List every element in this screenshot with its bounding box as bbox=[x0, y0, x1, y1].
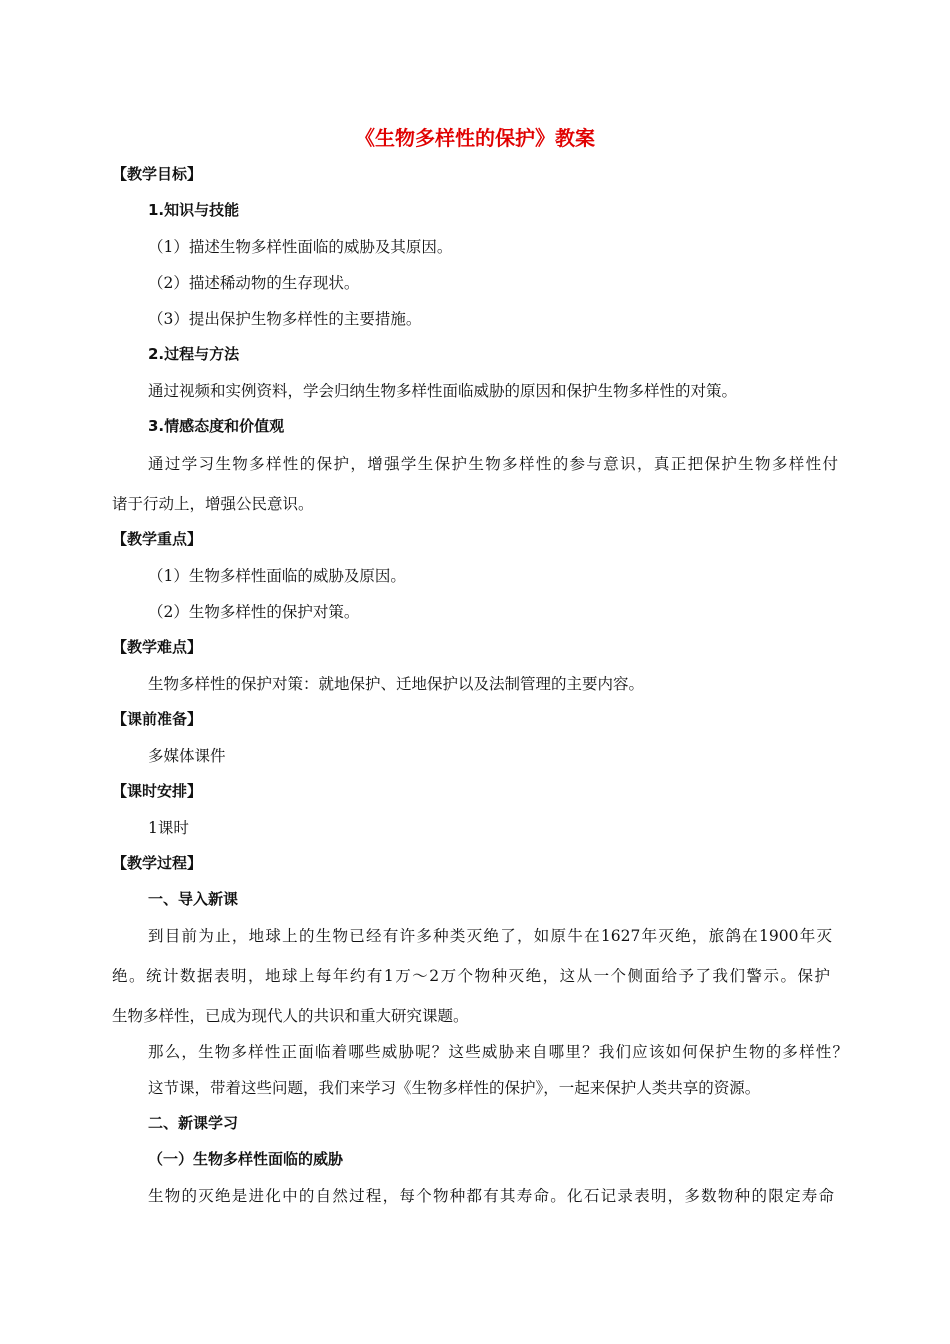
schedule-text: 1课时 bbox=[148, 819, 189, 837]
section-heading-key-points: 【教学重点】 bbox=[112, 530, 203, 548]
section-heading-preparation: 【课前准备】 bbox=[112, 710, 203, 728]
key-point-item-1: （1）生物多样性面临的威胁及原因。 bbox=[148, 567, 406, 585]
subheading-attitude-values: 3.情感态度和价值观 bbox=[148, 417, 285, 435]
intro-paragraph-line-1: 到目前为止，地球上的生物已经有许多种类灭绝了，如原牛在1627年灭绝，旅鸽在1900年灭 bbox=[148, 927, 832, 945]
subheading-threats: （一）生物多样性面临的威胁 bbox=[148, 1150, 344, 1168]
preparation-text: 多媒体课件 bbox=[148, 747, 226, 765]
subheading-introduction: 一、导入新课 bbox=[148, 890, 239, 908]
objective-item-3: （3）提出保护生物多样性的主要措施。 bbox=[148, 310, 422, 328]
subheading-knowledge-skills: 1.知识与技能 bbox=[148, 201, 240, 219]
attitude-text-line-2: 诸于行动上，增强公民意识。 bbox=[112, 495, 314, 513]
attitude-text-line-1: 通过学习生物多样性的保护，增强学生保护生物多样性的参与意识，真正把保护生物多样性付 bbox=[148, 455, 838, 473]
section-heading-process: 【教学过程】 bbox=[112, 854, 203, 872]
document-title: 《生物多样性的保护》教案 bbox=[355, 126, 595, 150]
section-heading-objectives: 【教学目标】 bbox=[112, 165, 203, 183]
objective-item-2: （2）描述稀动物的生存现状。 bbox=[148, 274, 360, 292]
question-paragraph-line-1: 那么，生物多样性正面临着哪些威胁呢？这些威胁来自哪里？我们应该如何保护生物的多样性？ bbox=[148, 1043, 848, 1061]
intro-paragraph-line-2: 绝。统计数据表明，地球上每年约有1万～2万个物种灭绝，这从一个侧面给予了我们警示。保护 bbox=[112, 967, 830, 985]
threats-paragraph-line-1: 生物的灭绝是进化中的自然过程，每个物种都有其寿命。化石记录表明，多数物种的限定寿命 bbox=[148, 1187, 834, 1205]
process-method-text: 通过视频和实例资料，学会归纳生物多样性面临威胁的原因和保护生物多样性的对策。 bbox=[148, 382, 738, 400]
section-heading-schedule: 【课时安排】 bbox=[112, 782, 203, 800]
difficulty-text: 生物多样性的保护对策：就地保护、迁地保护以及法制管理的主要内容。 bbox=[148, 675, 645, 693]
section-heading-difficulties: 【教学难点】 bbox=[112, 638, 203, 656]
objective-item-1: （1）描述生物多样性面临的威胁及其原因。 bbox=[148, 238, 453, 256]
question-paragraph-line-2: 这节课，带着这些问题，我们来学习《生物多样性的保护》，一起来保护人类共享的资源。 bbox=[148, 1079, 761, 1097]
intro-paragraph-line-3: 生物多样性，已成为现代人的共识和重大研究课题。 bbox=[112, 1007, 469, 1025]
key-point-item-2: （2）生物多样性的保护对策。 bbox=[148, 603, 360, 621]
subheading-process-method: 2.过程与方法 bbox=[148, 345, 240, 363]
subheading-new-lesson: 二、新课学习 bbox=[148, 1114, 239, 1132]
